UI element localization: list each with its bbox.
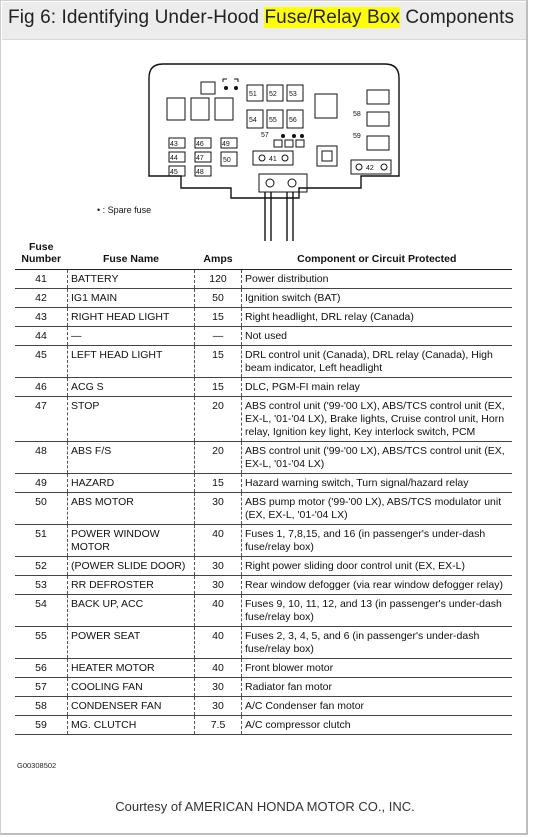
fuse-name-cell: RR DEFROSTER	[68, 576, 195, 595]
fuse-number-cell: 54	[15, 595, 68, 627]
title-bar	[2, 2, 526, 40]
fuse-number-cell: 53	[15, 576, 68, 595]
amps-cell: 30	[195, 697, 242, 716]
small-relay	[201, 82, 215, 94]
component-cell: Not used	[242, 327, 513, 346]
fuse-name-cell: POWER WINDOW MOTOR	[68, 525, 195, 557]
component-cell: DRL control unit (Canada), DRL relay (Canada), High beam indicator, Left headlight	[242, 346, 513, 378]
relay	[167, 98, 185, 120]
table-row	[15, 378, 512, 397]
fuse-number-cell: 41	[15, 270, 68, 289]
label-58: 58	[353, 111, 361, 118]
label-41: 41	[269, 156, 277, 163]
fuse-number-cell: 48	[15, 442, 68, 474]
fuse-number-cell: 51	[15, 525, 68, 557]
amps-cell: 15	[195, 378, 242, 397]
table-row	[15, 525, 512, 557]
fuse-number-cell: 46	[15, 378, 68, 397]
relay	[367, 136, 389, 150]
relay	[215, 98, 233, 120]
label-51: 51	[249, 91, 257, 98]
fuse-name-cell: MG. CLUTCH	[68, 716, 195, 735]
amps-cell: 30	[195, 493, 242, 525]
label-48: 48	[196, 169, 204, 176]
amps-cell: 20	[195, 442, 242, 474]
amps-cell: 15	[195, 346, 242, 378]
label-42: 42	[366, 165, 374, 172]
label-57: 57	[261, 132, 269, 139]
fuse-number-cell: 47	[15, 397, 68, 442]
table-row	[15, 493, 512, 525]
table-row	[15, 289, 512, 308]
label-47: 47	[196, 155, 204, 162]
col-fuse-name: Fuse Name	[68, 239, 195, 270]
component-cell: Ignition switch (BAT)	[242, 289, 513, 308]
fuse-name-cell: (POWER SLIDE DOOR)	[68, 557, 195, 576]
fuse-name-cell: ABS F/S	[68, 442, 195, 474]
table-row	[15, 270, 512, 289]
amps-cell: 50	[195, 289, 242, 308]
component-cell: Rear window defogger (via rear window defogger relay)	[242, 576, 513, 595]
label-45: 45	[170, 169, 178, 176]
fuse-name-cell: IG1 MAIN	[68, 289, 195, 308]
label-43: 43	[170, 141, 178, 148]
fuse-name-cell: LEFT HEAD LIGHT	[68, 346, 195, 378]
fuse-name-cell: BACK UP, ACC	[68, 595, 195, 627]
amps-cell: 40	[195, 627, 242, 659]
title-highlight: Fuse/Relay Box	[264, 7, 400, 28]
fuse-name-cell: STOP	[68, 397, 195, 442]
component-cell: ABS control unit ('99-'00 LX), ABS/TCS control unit (EX, EX-L, '01-'04 LX), Brake lights, Cruise control unit, Horn relay, Ignition key light, Key interlock switch, PCM	[242, 397, 513, 442]
table-row	[15, 442, 512, 474]
col-amps: Amps	[195, 239, 242, 270]
amps-cell: 40	[195, 659, 242, 678]
fuse-number-cell: 58	[15, 697, 68, 716]
label-53: 53	[289, 91, 297, 98]
amps-cell: 30	[195, 557, 242, 576]
table-row	[15, 697, 512, 716]
fuse-name-cell: COOLING FAN	[68, 678, 195, 697]
table-row	[15, 557, 512, 576]
fuse-number-cell: 44	[15, 327, 68, 346]
fuse-table	[15, 239, 512, 735]
label-54: 54	[249, 117, 257, 124]
label-59: 59	[353, 133, 361, 140]
amps-cell: —	[195, 327, 242, 346]
fuse-name-cell: ACG S	[68, 378, 195, 397]
amps-cell: 7.5	[195, 716, 242, 735]
fuse-name-cell: —	[68, 327, 195, 346]
table-row	[15, 576, 512, 595]
fuse-number-cell: 43	[15, 308, 68, 327]
table-row	[15, 327, 512, 346]
fuse-name-cell: HEATER MOTOR	[68, 659, 195, 678]
component-cell: A/C Condenser fan motor	[242, 697, 513, 716]
component-cell: ABS control unit ('99-'00 LX), ABS/TCS control unit (EX, EX-L, '01-'04 LX)	[242, 442, 513, 474]
col-fuse-number: Fuse Number	[15, 239, 68, 270]
fuse-name-cell: POWER SEAT	[68, 627, 195, 659]
housing-outline	[149, 64, 399, 198]
figure-title: Fig 6: Identifying Under-Hood Fuse/Relay Box Components	[8, 7, 515, 28]
fuse-number-cell: 57	[15, 678, 68, 697]
fuse-number-cell: 52	[15, 557, 68, 576]
component-cell: ABS pump motor ('99-'00 LX), ABS/TCS modulator unit (EX, EX-L, '01-'04 LX)	[242, 493, 513, 525]
table-row	[15, 346, 512, 378]
table-row	[15, 678, 512, 697]
table-row	[15, 308, 512, 327]
relay	[367, 112, 389, 126]
component-cell: Fuses 9, 10, 11, 12, and 13 (in passenger's under-dash fuse/relay box)	[242, 595, 513, 627]
figure-code: G00308502	[17, 761, 57, 770]
table-header-row	[15, 239, 512, 270]
label-49: 49	[222, 141, 230, 148]
amps-cell: 120	[195, 270, 242, 289]
amps-cell: 30	[195, 678, 242, 697]
fuse-number-cell: 56	[15, 659, 68, 678]
fuse-name-cell: BATTERY	[68, 270, 195, 289]
component-cell: DLC, PGM-FI main relay	[242, 378, 513, 397]
component-cell: Front blower motor	[242, 659, 513, 678]
fuse-number-cell: 59	[15, 716, 68, 735]
spare-dot	[234, 86, 238, 90]
fuse-number-cell: 50	[15, 493, 68, 525]
relay	[367, 90, 389, 104]
table-row	[15, 627, 512, 659]
table-row	[15, 595, 512, 627]
label-46: 46	[196, 141, 204, 148]
fuse-number-cell: 42	[15, 289, 68, 308]
label-44: 44	[170, 155, 178, 162]
connector	[317, 146, 337, 166]
component-cell: Power distribution	[242, 270, 513, 289]
table-row	[15, 716, 512, 735]
fuse-name-cell: CONDENSER FAN	[68, 697, 195, 716]
amps-cell: 40	[195, 595, 242, 627]
relay	[191, 98, 209, 120]
table-row	[15, 659, 512, 678]
component-cell: Right power sliding door control unit (EX, EX-L)	[242, 557, 513, 576]
amps-cell: 20	[195, 397, 242, 442]
component-cell: Right headlight, DRL relay (Canada)	[242, 308, 513, 327]
fuse-number-cell: 49	[15, 474, 68, 493]
table-row	[15, 397, 512, 442]
fuse-number-cell: 55	[15, 627, 68, 659]
spare-fuse-note: • : Spare fuse	[97, 205, 152, 215]
fuse-name-cell: RIGHT HEAD LIGHT	[68, 308, 195, 327]
label-52: 52	[269, 91, 277, 98]
fuse-name-cell: HAZARD	[68, 474, 195, 493]
relay	[315, 94, 337, 118]
amps-cell: 15	[195, 308, 242, 327]
component-cell: Fuses 1, 7,8,15, and 16 (in passenger's under-dash fuse/relay box)	[242, 525, 513, 557]
amps-cell: 40	[195, 525, 242, 557]
fuse-name-cell: ABS MOTOR	[68, 493, 195, 525]
table-row	[15, 474, 512, 493]
component-cell: Fuses 2, 3, 4, 5, and 6 (in passenger's under-dash fuse/relay box)	[242, 627, 513, 659]
component-cell: Hazard warning switch, Turn signal/hazard relay	[242, 474, 513, 493]
fuse-box-diagram	[139, 56, 409, 241]
fuse-number-cell: 45	[15, 346, 68, 378]
amps-cell: 15	[195, 474, 242, 493]
amps-cell: 30	[195, 576, 242, 595]
label-55: 55	[269, 117, 277, 124]
component-cell: A/C compressor clutch	[242, 716, 513, 735]
courtesy-line: Courtesy of AMERICAN HONDA MOTOR CO., INC.	[115, 799, 415, 814]
component-cell: Radiator fan motor	[242, 678, 513, 697]
label-50: 50	[223, 157, 231, 164]
spare-dot	[224, 86, 228, 90]
col-component: Component or Circuit Protected	[242, 239, 513, 270]
label-56: 56	[289, 117, 297, 124]
